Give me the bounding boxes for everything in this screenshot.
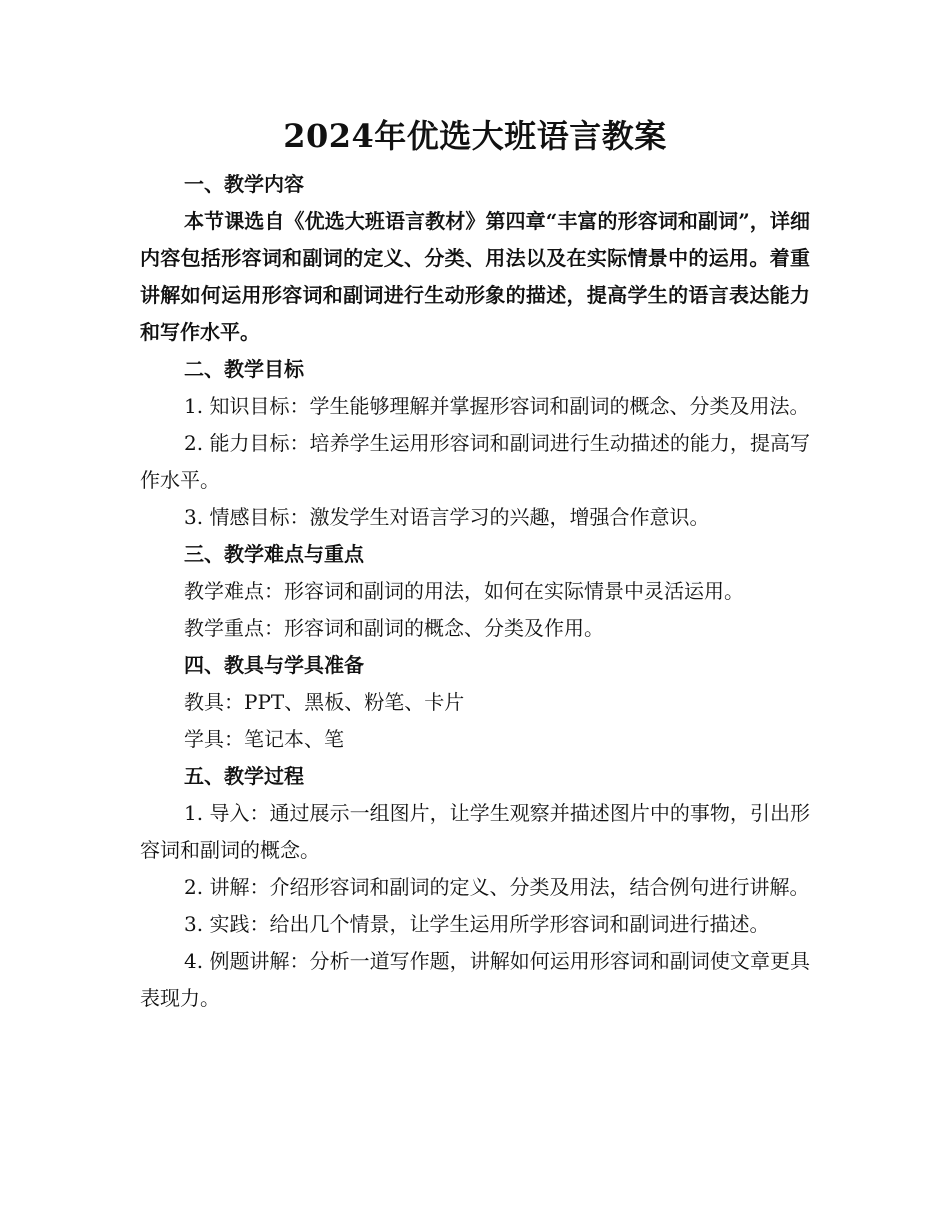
teaching-content-paragraph: 本节课选自《优选大班语言教材》第四章“丰富的形容词和副词”，详细内容包括形容词和副词的定义、分类、用法以及在实际情景中的运用。着重讲解如何运用形容词和副词进行生动形象的描述，提高学生的语言表达能力和写作水平。 xyxy=(140,209,810,344)
difficulty-item: 教学难点：形容词和副词的用法，如何在实际情景中灵活运用。 xyxy=(184,579,744,603)
student-materials-item: 学具：笔记本、笔 xyxy=(184,727,344,751)
document-title: 2024年优选大班语言教案 xyxy=(283,117,667,155)
process-item-intro: 1. 导入：通过展示一组图片，让学生观察并描述图片中的事物，引出形容词和副词的概念。 xyxy=(140,801,810,862)
section-heading-teaching-content: 一、教学内容 xyxy=(184,172,304,196)
key-point-item: 教学重点：形容词和副词的概念、分类及作用。 xyxy=(184,616,604,640)
section-heading-difficulties: 三、教学难点与重点 xyxy=(184,542,364,566)
goal-item-knowledge: 1. 知识目标：学生能够理解并掌握形容词和副词的概念、分类及用法。 xyxy=(184,394,810,418)
goal-item-ability: 2. 能力目标：培养学生运用形容词和副词进行生动描述的能力，提高写作水平。 xyxy=(140,431,810,492)
document-page xyxy=(140,108,810,1017)
process-item-explain: 2. 讲解：介绍形容词和副词的定义、分类及用法，结合例句进行讲解。 xyxy=(184,875,810,899)
section-heading-teaching-goals: 二、教学目标 xyxy=(184,357,304,381)
process-item-practice: 3. 实践：给出几个情景，让学生运用所学形容词和副词进行描述。 xyxy=(184,912,770,936)
section-heading-process: 五、教学过程 xyxy=(184,764,304,788)
section-heading-materials: 四、教具与学具准备 xyxy=(184,653,364,677)
teacher-materials-item: 教具：PPT、黑板、粉笔、卡片 xyxy=(184,690,465,714)
goal-item-emotion: 3. 情感目标：激发学生对语言学习的兴趣，增强合作意识。 xyxy=(184,505,710,529)
process-item-example: 4. 例题讲解：分析一道写作题，讲解如何运用形容词和副词使文章更具表现力。 xyxy=(140,949,810,1010)
